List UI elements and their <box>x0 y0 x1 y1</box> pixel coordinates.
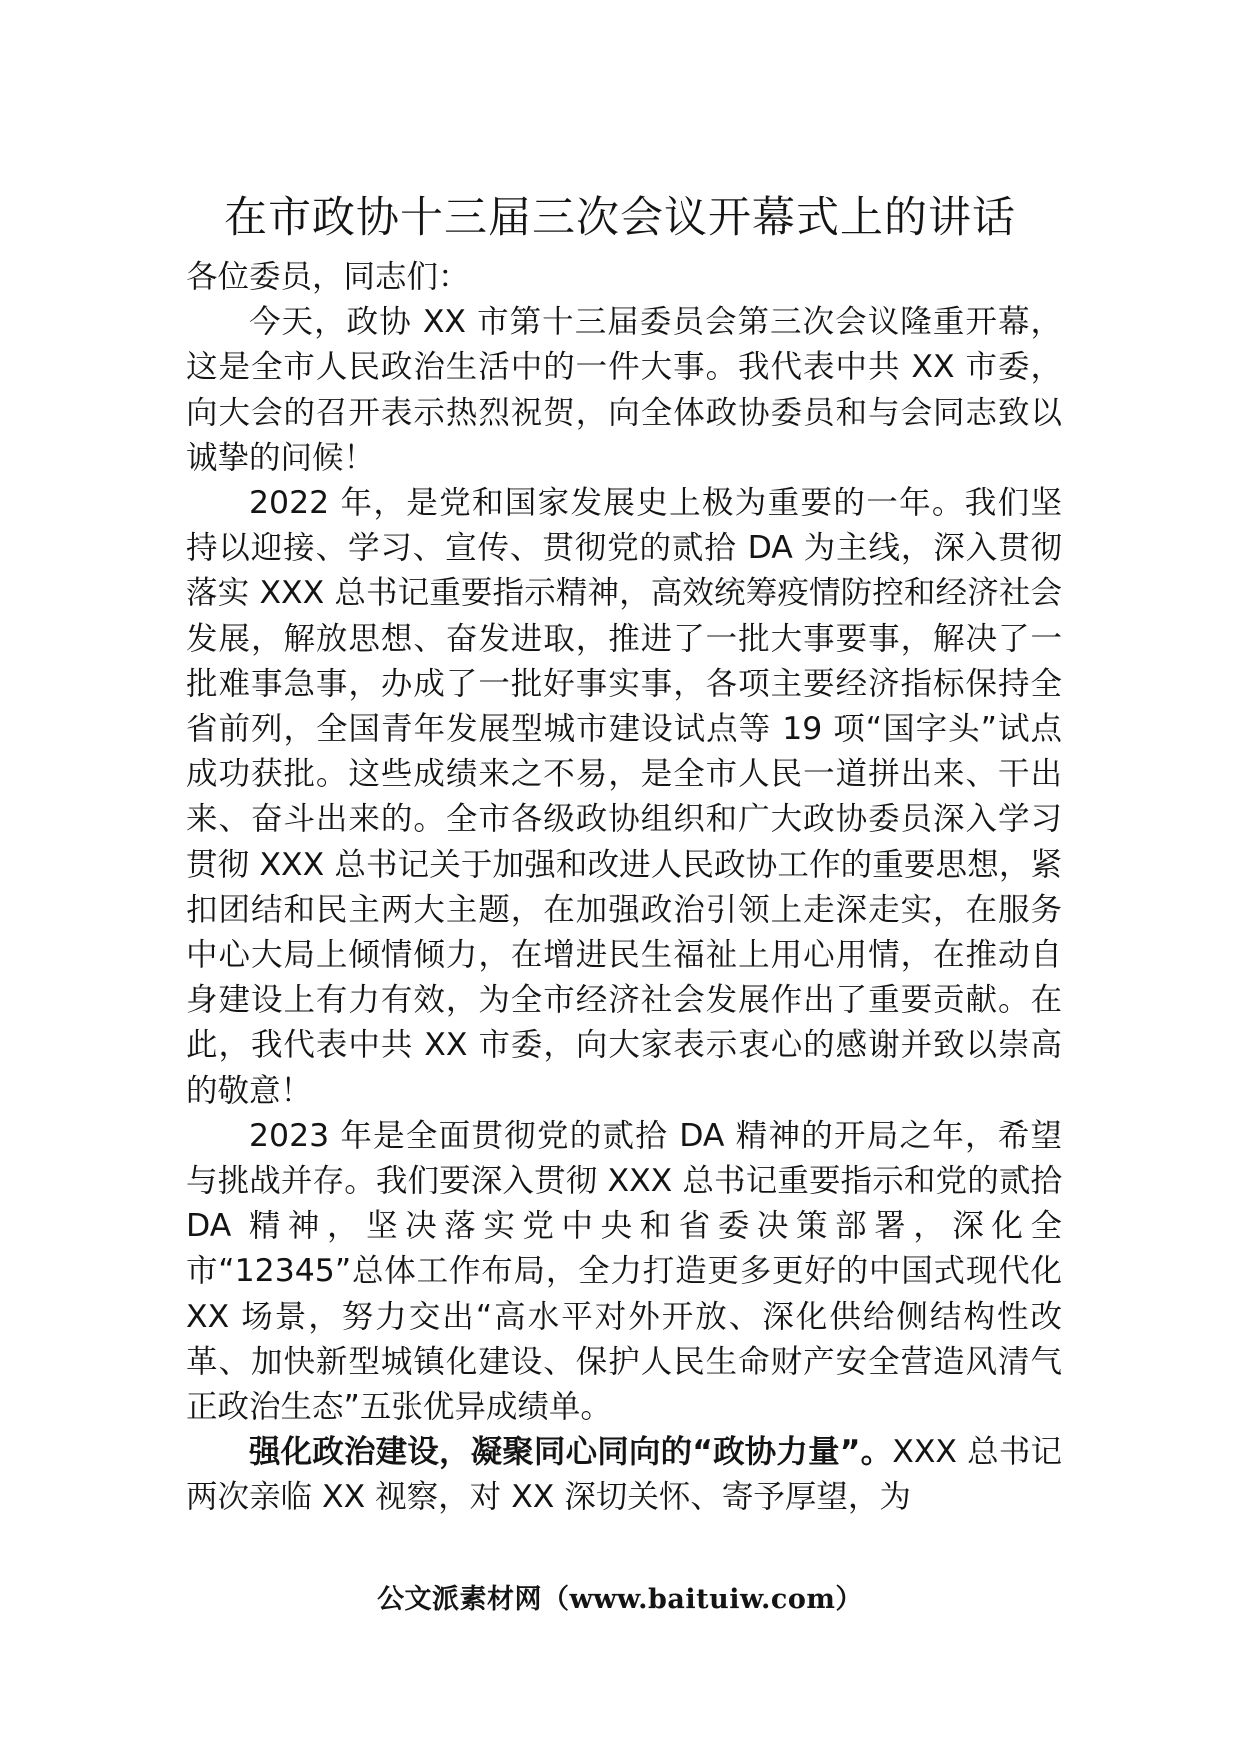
salutation: 各位委员，同志们： <box>186 259 470 295</box>
footer-watermark: 公文派素材网（www.baituiw.com） <box>377 1584 863 1615</box>
paragraph-2022-review: 2022 年，是党和国家发展史上极为重要的一年。我们坚持以迎接、学习、宣传、贯彻党的贰拾 DA 为主线，深入贯彻落实 XXX 总书记重要指示精神，高效统筹疫情防控和经济社会发展，解放思想、奋发进取，推进了一批大事要事，解决了一批难事急事，办成了一批好事实事，各项主要经济指标保持全省前列，全国青年发展型城市建设试点等 19 项“国字头”试点成功获批。这些成绩来之不易，是全市人民一道拼出来、干出来、奋斗出来的。全市各级政协组织和广大政协委员深入学习贯彻 XXX 总书记关于加强和改进人民政协工作的重要思想，紧扣团结和民主两大主题，在加强政治引领上走深走实，在服务中心大局上倾情倾力，在增进民生福祉上用心用情，在推动自身建设上有力有效，为全市经济社会发展作出了重要贡献。在此，我代表中共 XX 市委，向大家表示衷心的感谢并致以崇高的敬意！ <box>186 485 1062 1109</box>
section-heading: 强化政治建设，凝聚同心同向的“政协力量”。 <box>249 1434 893 1471</box>
section-text: XXX 总书记两次亲临 XX 视察，对 XX 深切关怀、寄予厚望，为 <box>186 1434 1062 1516</box>
paragraph-opening: 今天，政协 XX 市第十三届委员会第三次会议隆重开幕，这是全市人民政治生活中的一件大事。我代表中共 XX 市委，向大会的召开表示热烈祝贺，向全体政协委员和与会同志致以诚挚的问候！ <box>186 304 1062 476</box>
paragraph-political-construction <box>186 1430 1062 1520</box>
paragraph-2023-outlook: 2023 年是全面贯彻党的贰拾 DA 精神的开局之年，希望与挑战并存。我们要深入贯彻 XXX 总书记重要指示和党的贰拾 DA 精神，坚决落实党中央和省委决策部署，深化全市“12345”总体工作布局，全力打造更多更好的中国式现代化 XX 场景，努力交出“高水平对外开放、深化供给侧结构性改革、加快新型城镇化建设、保护人民生命财产安全营造风清气正政治生态”五张优异成绩单。 <box>186 1117 1062 1426</box>
document-body <box>186 255 1062 1521</box>
document-title: 在市政协十三届三次会议开幕式上的讲话 <box>224 193 1016 243</box>
